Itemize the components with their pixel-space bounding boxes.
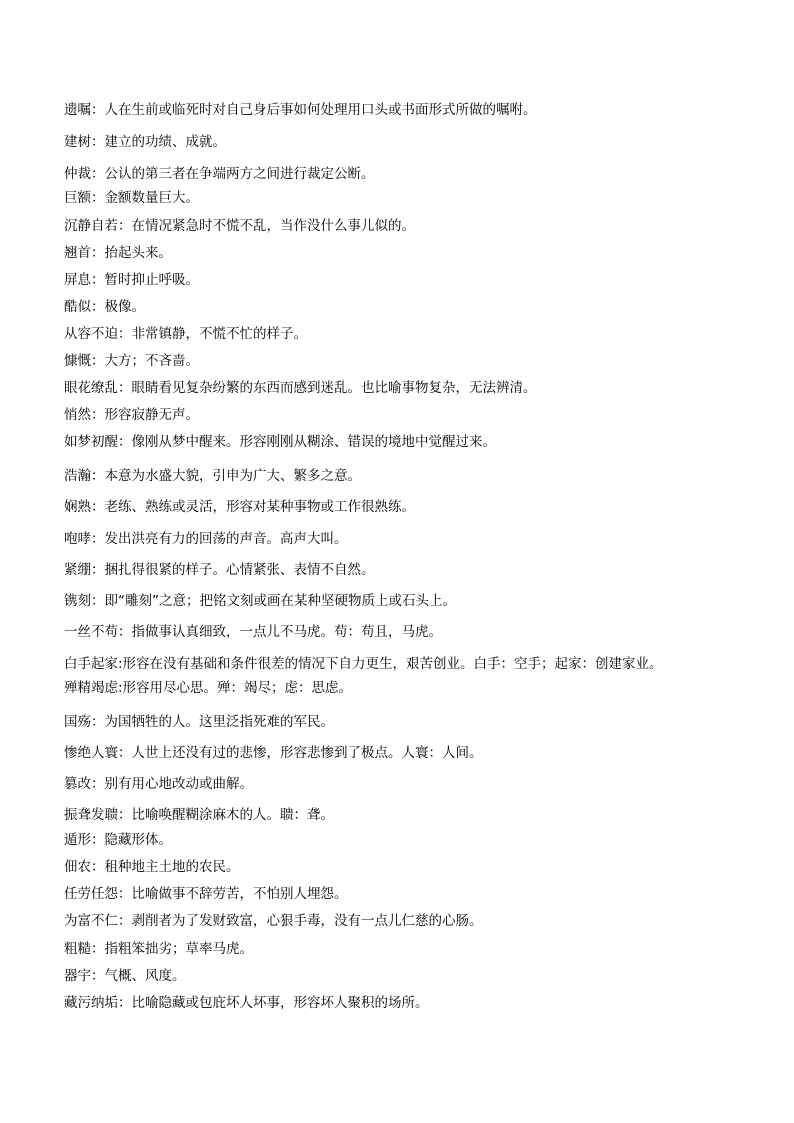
- vocab-entry: 任劳任怨：比喻做事不辞劳苦，不怕别人埋怨。: [64, 886, 348, 902]
- vocab-entry: 浩瀚：本意为水盛大貌，引申为广大、繁多之意。: [64, 468, 361, 484]
- vocab-entry: 国殇：为国牺牲的人。这里泛指死难的军民。: [64, 714, 334, 730]
- vocab-entry: 佃农：租种地主土地的农民。: [64, 859, 240, 875]
- vocab-entry: 振聋发聩：比喻唤醒糊涂麻木的人。聩：聋。: [64, 807, 334, 823]
- vocab-entry: 惨绝人寰：人世上还没有过的悲惨，形容悲惨到了极点。人寰：人间。: [64, 745, 483, 761]
- vocab-entry: 器宇：气概、风度。: [64, 968, 186, 984]
- vocab-entry: 藏污纳垢：比喻隐藏或包庇坏人坏事，形容坏人聚积的场所。: [64, 995, 429, 1011]
- vocab-entry: 白手起家:形容在没有基础和条件很差的情况下自力更生，艰苦创业。白手：空手；起家：创建家业。: [64, 656, 663, 672]
- vocab-entry: 翘首：抬起头来。: [64, 245, 172, 261]
- vocab-entry: 巨额：金额数量巨大。: [64, 190, 199, 206]
- vocab-entry: 慷慨：大方；不吝啬。: [64, 353, 199, 369]
- vocab-entry: 镌刻：即“雕刻”之意；把铭文刻或画在某种坚硬物质上或石头上。: [64, 593, 456, 609]
- vocab-entry: 从容不迫：非常镇静，不慌不忙的样子。: [64, 326, 307, 342]
- vocab-entry: 沉静自若：在情况紧急时不慌不乱，当作没什么事儿似的。: [64, 218, 415, 234]
- vocab-entry: 紧绷：捆扎得很紧的样子。心情紧张、表情不自然。: [64, 562, 375, 578]
- vocab-entry: 眼花缭乱：眼睛看见复杂纷繁的东西而感到迷乱。也比喻事物复杂，无法辨清。: [64, 380, 537, 396]
- vocab-entry: 篡改：别有用心地改动或曲解。: [64, 776, 253, 792]
- vocab-entry: 娴熟：老练、熟练或灵活，形容对某种事物或工作很熟练。: [64, 499, 415, 515]
- vocab-entry: 咆哮：发出洪亮有力的回荡的声音。高声大叫。: [64, 531, 348, 547]
- vocab-entry: 仲裁：公认的第三者在争端两方之间进行裁定公断。: [64, 166, 375, 182]
- vocab-entry: 粗糙：指粗笨拙劣；草率马虎。: [64, 941, 253, 957]
- vocab-entry: 遁形：隐藏形体。: [64, 832, 172, 848]
- vocab-entry: 悄然：形容寂静无声。: [64, 407, 199, 423]
- vocab-entry: 一丝不苟：指做事认真细致，一点儿不马虎。苟：苟且，马虎。: [64, 624, 442, 640]
- vocab-entry: 遗嘱：人在生前或临死时对自己身后事如何处理用口头或书面形式所做的嘱咐。: [64, 102, 537, 118]
- vocab-entry: 如梦初醒：像刚从梦中醒来。形容刚刚从糊涂、错误的境地中觉醒过来。: [64, 434, 496, 450]
- vocab-entry: 屏息：暂时抑止呼吸。: [64, 272, 199, 288]
- vocab-entry: 酷似：极像。: [64, 299, 145, 315]
- vocab-entry: 为富不仁：剥削者为了发财致富，心狠手毒，没有一点儿仁慈的心肠。: [64, 913, 483, 929]
- vocab-entry: 殚精竭虑:形容用尽心思。殚：竭尽；虑：思虑。: [64, 680, 353, 696]
- vocab-entry: 建树：建立的功绩、成就。: [64, 134, 226, 150]
